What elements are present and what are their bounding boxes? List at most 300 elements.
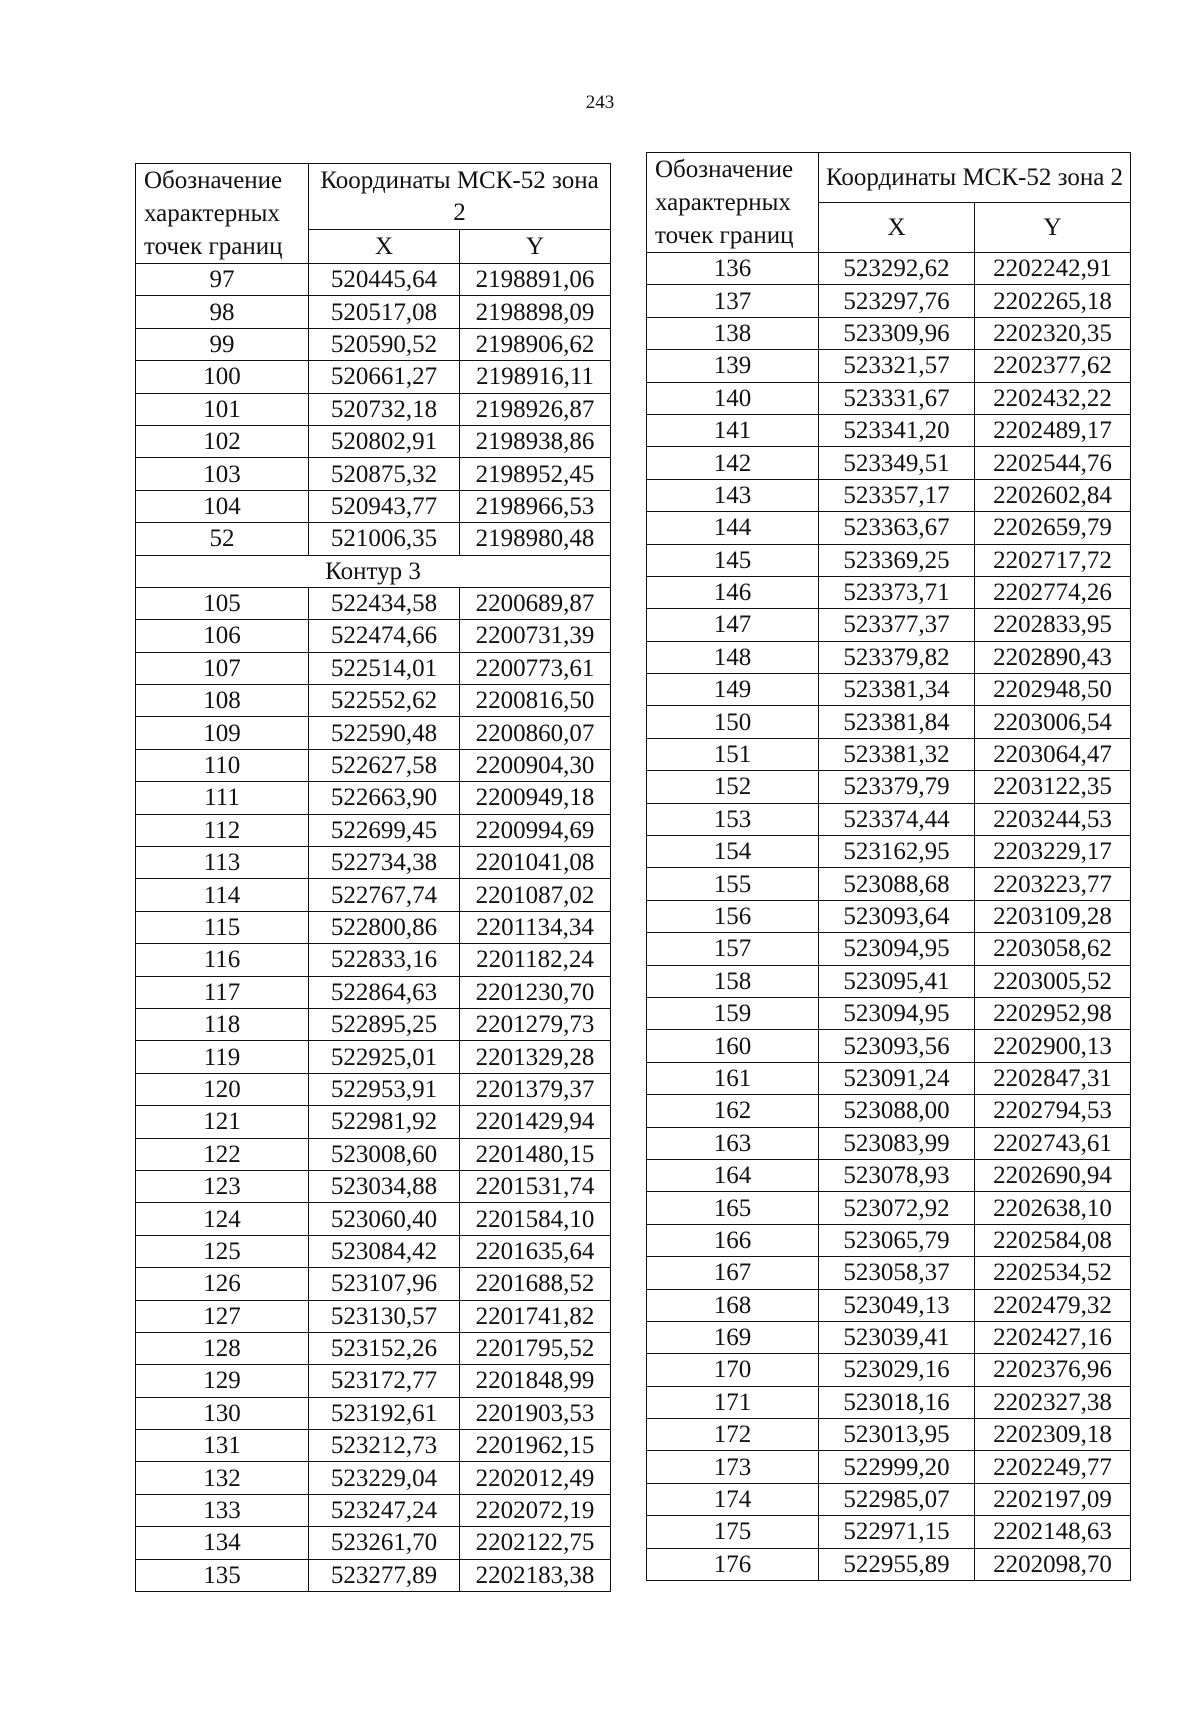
- x-coordinate-cell: 523341,20: [819, 414, 975, 446]
- x-coordinate-cell: 523060,40: [309, 1203, 460, 1235]
- table-row: [136, 264, 611, 296]
- y-coordinate-cell: 2202890,43: [975, 641, 1131, 673]
- point-designation-header: Обозначение характерных точек границ: [647, 153, 819, 253]
- y-coordinate-cell: 2202638,10: [975, 1192, 1131, 1224]
- x-coordinate-cell: 520445,64: [309, 264, 460, 296]
- x-coordinate-cell: 523309,96: [819, 317, 975, 349]
- point-number-cell: 159: [647, 997, 819, 1029]
- x-coordinate-cell: 522864,63: [309, 976, 460, 1008]
- y-coordinate-cell: 2201134,34: [460, 911, 611, 943]
- x-coordinate-cell: 523277,89: [309, 1559, 460, 1591]
- x-coordinate-cell: 523152,26: [309, 1332, 460, 1364]
- x-coordinate-cell: 520590,52: [309, 328, 460, 360]
- x-coordinate-cell: 523083,99: [819, 1127, 975, 1159]
- point-number-cell: 52: [136, 523, 309, 555]
- point-number-cell: 102: [136, 425, 309, 457]
- x-coordinate-cell: 523095,41: [819, 965, 975, 997]
- y-coordinate-cell: 2202602,84: [975, 479, 1131, 511]
- y-coordinate-cell: 2202427,16: [975, 1321, 1131, 1353]
- point-number-cell: 145: [647, 544, 819, 576]
- point-number-cell: 143: [647, 479, 819, 511]
- point-number-cell: 174: [647, 1483, 819, 1515]
- point-number-cell: 156: [647, 900, 819, 932]
- table-row: [647, 285, 1131, 317]
- table-row: [647, 479, 1131, 511]
- point-number-cell: 154: [647, 836, 819, 868]
- x-coordinate-cell: 523018,16: [819, 1386, 975, 1418]
- y-coordinate-cell: 2202377,62: [975, 350, 1131, 382]
- y-coordinate-cell: 2202148,63: [975, 1516, 1131, 1548]
- x-coordinate-cell: 523229,04: [309, 1462, 460, 1494]
- point-number-cell: 133: [136, 1494, 309, 1526]
- y-coordinate-cell: 2198916,11: [460, 361, 611, 393]
- point-number-cell: 157: [647, 933, 819, 965]
- table-row: [647, 1451, 1131, 1483]
- table-row: [647, 1192, 1131, 1224]
- y-coordinate-cell: 2201903,53: [460, 1397, 611, 1429]
- contour-label: Контур 3: [136, 555, 611, 587]
- y-coordinate-cell: 2200773,61: [460, 652, 611, 684]
- point-number-cell: 118: [136, 1008, 309, 1040]
- y-coordinate-cell: 2202183,38: [460, 1559, 611, 1591]
- x-coordinate-cell: 523094,95: [819, 997, 975, 1029]
- point-number-cell: 171: [647, 1386, 819, 1418]
- x-coordinate-cell: 523357,17: [819, 479, 975, 511]
- point-number-cell: 142: [647, 447, 819, 479]
- table-row: [647, 738, 1131, 770]
- y-coordinate-cell: 2202717,72: [975, 544, 1131, 576]
- y-coordinate-cell: 2203122,35: [975, 771, 1131, 803]
- point-number-cell: 112: [136, 814, 309, 846]
- table-row: [136, 1073, 611, 1105]
- x-coordinate-cell: 523013,95: [819, 1419, 975, 1451]
- table-row: [136, 328, 611, 360]
- table-row: [647, 609, 1131, 641]
- table-row: [136, 652, 611, 684]
- x-coordinate-cell: 523039,41: [819, 1321, 975, 1353]
- y-coordinate-cell: 2202659,79: [975, 512, 1131, 544]
- y-coordinate-cell: 2201182,24: [460, 944, 611, 976]
- y-coordinate-cell: 2202584,08: [975, 1224, 1131, 1256]
- y-coordinate-cell: 2203244,53: [975, 803, 1131, 835]
- point-number-cell: 101: [136, 393, 309, 425]
- table-row: [647, 706, 1131, 738]
- point-number-cell: 169: [647, 1321, 819, 1353]
- table-row: [136, 944, 611, 976]
- y-coordinate-cell: 2201795,52: [460, 1332, 611, 1364]
- x-coordinate-cell: 522590,48: [309, 717, 460, 749]
- point-number-cell: 162: [647, 1095, 819, 1127]
- x-coordinate-cell: 522800,86: [309, 911, 460, 943]
- y-coordinate-cell: 2200994,69: [460, 814, 611, 846]
- y-coordinate-cell: 2202479,32: [975, 1289, 1131, 1321]
- table-row: [647, 900, 1131, 932]
- point-number-cell: 119: [136, 1041, 309, 1073]
- x-coordinate-cell: 523058,37: [819, 1257, 975, 1289]
- point-number-cell: 166: [647, 1224, 819, 1256]
- y-coordinate-cell: 2203058,62: [975, 933, 1131, 965]
- table-row: [647, 1354, 1131, 1386]
- y-coordinate-cell: 2198980,48: [460, 523, 611, 555]
- table-row: [647, 803, 1131, 835]
- y-coordinate-cell: 2201429,94: [460, 1106, 611, 1138]
- table-row: [647, 641, 1131, 673]
- x-coordinate-cell: 523331,67: [819, 382, 975, 414]
- point-number-cell: 168: [647, 1289, 819, 1321]
- table-row: [136, 490, 611, 522]
- y-coordinate-cell: 2201087,02: [460, 879, 611, 911]
- table-row: [647, 350, 1131, 382]
- x-coordinate-cell: 523297,76: [819, 285, 975, 317]
- point-number-cell: 146: [647, 576, 819, 608]
- point-number-cell: 150: [647, 706, 819, 738]
- y-coordinate-cell: 2202833,95: [975, 609, 1131, 641]
- point-number-cell: 107: [136, 652, 309, 684]
- x-coordinate-cell: 523247,24: [309, 1494, 460, 1526]
- point-number-cell: 129: [136, 1365, 309, 1397]
- x-coordinate-cell: 523093,56: [819, 1030, 975, 1062]
- table-row: [647, 674, 1131, 706]
- table-row: [136, 620, 611, 652]
- y-coordinate-cell: 2200731,39: [460, 620, 611, 652]
- page-number: 243: [585, 92, 615, 113]
- point-number-cell: 113: [136, 847, 309, 879]
- table-row: [647, 1095, 1131, 1127]
- x-coordinate-cell: 522985,07: [819, 1483, 975, 1515]
- x-coordinate-cell: 523374,44: [819, 803, 975, 835]
- table-row: [136, 749, 611, 781]
- x-coordinate-cell: 523084,42: [309, 1235, 460, 1267]
- point-number-cell: 136: [647, 253, 819, 285]
- x-coordinate-cell: 523162,95: [819, 836, 975, 868]
- x-coordinate-cell: 522955,89: [819, 1548, 975, 1580]
- x-coordinate-cell: 522552,62: [309, 685, 460, 717]
- point-number-cell: 106: [136, 620, 309, 652]
- table-row: [647, 1159, 1131, 1191]
- contour-row: [136, 555, 611, 587]
- table-row: [136, 879, 611, 911]
- table-row: [136, 587, 611, 619]
- table-row: [136, 717, 611, 749]
- y-coordinate-cell: 2200860,07: [460, 717, 611, 749]
- x-coordinate-cell: 522833,16: [309, 944, 460, 976]
- y-coordinate-cell: 2201962,15: [460, 1430, 611, 1462]
- y-coordinate-cell: 2202320,35: [975, 317, 1131, 349]
- table-row: [136, 1397, 611, 1429]
- x-coordinate-cell: 523008,60: [309, 1138, 460, 1170]
- y-coordinate-cell: 2201741,82: [460, 1300, 611, 1332]
- point-number-cell: 153: [647, 803, 819, 835]
- y-coordinate-cell: 2202489,17: [975, 414, 1131, 446]
- point-designation-header: Обозначение характерных точек границ: [136, 164, 309, 264]
- point-number-cell: 99: [136, 328, 309, 360]
- x-coordinate-cell: 523379,79: [819, 771, 975, 803]
- table-row: [647, 544, 1131, 576]
- x-coordinate-cell: 523377,37: [819, 609, 975, 641]
- x-coordinate-cell: 523379,82: [819, 641, 975, 673]
- y-coordinate-cell: 2203006,54: [975, 706, 1131, 738]
- point-number-cell: 120: [136, 1073, 309, 1105]
- table-row: [647, 576, 1131, 608]
- coordinate-system-header: Координаты МСК-52 зона 2: [309, 164, 611, 230]
- table-row: [136, 361, 611, 393]
- y-coordinate-cell: 2202952,98: [975, 997, 1131, 1029]
- table-row: [136, 1300, 611, 1332]
- y-coordinate-cell: 2201480,15: [460, 1138, 611, 1170]
- table-row: [647, 414, 1131, 446]
- y-coordinate-cell: 2202012,49: [460, 1462, 611, 1494]
- table-row: [647, 868, 1131, 900]
- x-coordinate-cell: 523172,77: [309, 1365, 460, 1397]
- point-number-cell: 137: [647, 285, 819, 317]
- point-number-cell: 100: [136, 361, 309, 393]
- y-coordinate-cell: 2201041,08: [460, 847, 611, 879]
- table-row: [647, 1321, 1131, 1353]
- x-coordinate-cell: 522999,20: [819, 1451, 975, 1483]
- table-row: [136, 1462, 611, 1494]
- table-row: [136, 1041, 611, 1073]
- y-coordinate-cell: 2202743,61: [975, 1127, 1131, 1159]
- point-number-cell: 122: [136, 1138, 309, 1170]
- y-coordinate-cell: 2198938,86: [460, 425, 611, 457]
- y-coordinate-cell: 2202249,77: [975, 1451, 1131, 1483]
- x-coordinate-cell: 522895,25: [309, 1008, 460, 1040]
- y-coordinate-cell: 2202098,70: [975, 1548, 1131, 1580]
- table-row: [647, 512, 1131, 544]
- table-row: [136, 911, 611, 943]
- table-row: [136, 685, 611, 717]
- table-row: [136, 425, 611, 457]
- table-row: [136, 1170, 611, 1202]
- x-coordinate-cell: 522699,45: [309, 814, 460, 846]
- x-coordinate-cell: 523093,64: [819, 900, 975, 932]
- y-coordinate-cell: 2198898,09: [460, 296, 611, 328]
- y-column-header: Y: [975, 203, 1131, 253]
- x-coordinate-cell: 523078,93: [819, 1159, 975, 1191]
- table-row: [136, 814, 611, 846]
- x-coordinate-cell: 520802,91: [309, 425, 460, 457]
- point-number-cell: 97: [136, 264, 309, 296]
- table-row: [647, 1419, 1131, 1451]
- y-coordinate-cell: 2202544,76: [975, 447, 1131, 479]
- x-coordinate-cell: 522663,90: [309, 782, 460, 814]
- table-row: [647, 1224, 1131, 1256]
- x-coordinate-cell: 523363,67: [819, 512, 975, 544]
- y-coordinate-cell: 2203109,28: [975, 900, 1131, 932]
- x-coordinate-cell: 523088,00: [819, 1095, 975, 1127]
- point-number-cell: 131: [136, 1430, 309, 1462]
- y-coordinate-cell: 2200904,30: [460, 749, 611, 781]
- point-number-cell: 104: [136, 490, 309, 522]
- x-coordinate-cell: 520661,27: [309, 361, 460, 393]
- point-number-cell: 108: [136, 685, 309, 717]
- table-row: [647, 317, 1131, 349]
- table-row: [136, 458, 611, 490]
- y-coordinate-cell: 2200816,50: [460, 685, 611, 717]
- point-number-cell: 176: [647, 1548, 819, 1580]
- point-number-cell: 109: [136, 717, 309, 749]
- point-number-cell: 144: [647, 512, 819, 544]
- right-table-body: [647, 253, 1131, 1581]
- point-number-cell: 128: [136, 1332, 309, 1364]
- left-table-body: [136, 264, 611, 1592]
- y-coordinate-cell: 2202242,91: [975, 253, 1131, 285]
- point-number-cell: 147: [647, 609, 819, 641]
- table-row: [136, 1235, 611, 1267]
- x-coordinate-cell: 522627,58: [309, 749, 460, 781]
- x-coordinate-cell: 522734,38: [309, 847, 460, 879]
- x-coordinate-cell: 523130,57: [309, 1300, 460, 1332]
- point-number-cell: 98: [136, 296, 309, 328]
- table-row: [647, 933, 1131, 965]
- y-column-header: Y: [460, 230, 611, 264]
- y-coordinate-cell: 2198926,87: [460, 393, 611, 425]
- y-coordinate-cell: 2202197,09: [975, 1483, 1131, 1515]
- y-coordinate-cell: 2202534,52: [975, 1257, 1131, 1289]
- point-number-cell: 172: [647, 1419, 819, 1451]
- point-number-cell: 163: [647, 1127, 819, 1159]
- table-row: [136, 1430, 611, 1462]
- y-coordinate-cell: 2201848,99: [460, 1365, 611, 1397]
- x-coordinate-cell: 523369,25: [819, 544, 975, 576]
- table-row: [136, 1203, 611, 1235]
- table-row: [647, 771, 1131, 803]
- x-coordinate-cell: 520943,77: [309, 490, 460, 522]
- y-coordinate-cell: 2203229,17: [975, 836, 1131, 868]
- y-coordinate-cell: 2203064,47: [975, 738, 1131, 770]
- table-row: [136, 1106, 611, 1138]
- x-coordinate-cell: 522925,01: [309, 1041, 460, 1073]
- y-coordinate-cell: 2202265,18: [975, 285, 1131, 317]
- table-row: [647, 836, 1131, 868]
- x-coordinate-cell: 523321,57: [819, 350, 975, 382]
- point-number-cell: 140: [647, 382, 819, 414]
- y-coordinate-cell: 2201379,37: [460, 1073, 611, 1105]
- point-number-cell: 116: [136, 944, 309, 976]
- x-coordinate-cell: 523381,34: [819, 674, 975, 706]
- y-coordinate-cell: 2202794,53: [975, 1095, 1131, 1127]
- x-coordinate-cell: 523107,96: [309, 1268, 460, 1300]
- x-coordinate-cell: 523212,73: [309, 1430, 460, 1462]
- table-row: [136, 296, 611, 328]
- y-coordinate-cell: 2198952,45: [460, 458, 611, 490]
- y-coordinate-cell: 2198966,53: [460, 490, 611, 522]
- table-row: [136, 1332, 611, 1364]
- point-number-cell: 152: [647, 771, 819, 803]
- point-number-cell: 105: [136, 587, 309, 619]
- coordinates-table-right: [646, 152, 1131, 1581]
- y-coordinate-cell: 2200949,18: [460, 782, 611, 814]
- point-number-cell: 141: [647, 414, 819, 446]
- table-row: [136, 1559, 611, 1591]
- point-number-cell: 173: [647, 1451, 819, 1483]
- y-coordinate-cell: 2202900,13: [975, 1030, 1131, 1062]
- y-coordinate-cell: 2201635,64: [460, 1235, 611, 1267]
- point-number-cell: 114: [136, 879, 309, 911]
- point-number-cell: 123: [136, 1170, 309, 1202]
- table-row: [647, 965, 1131, 997]
- table-row: [647, 1257, 1131, 1289]
- x-coordinate-cell: 523094,95: [819, 933, 975, 965]
- x-column-header: X: [819, 203, 975, 253]
- table-row: [136, 782, 611, 814]
- x-coordinate-cell: 520732,18: [309, 393, 460, 425]
- table-row: [647, 1127, 1131, 1159]
- y-coordinate-cell: 2203005,52: [975, 965, 1131, 997]
- point-number-cell: 155: [647, 868, 819, 900]
- y-coordinate-cell: 2198891,06: [460, 264, 611, 296]
- table-row: [647, 1289, 1131, 1321]
- point-number-cell: 132: [136, 1462, 309, 1494]
- x-coordinate-cell: 523381,32: [819, 738, 975, 770]
- table-row: [136, 976, 611, 1008]
- table-row: [647, 1062, 1131, 1094]
- y-coordinate-cell: 2200689,87: [460, 587, 611, 619]
- y-coordinate-cell: 2202847,31: [975, 1062, 1131, 1094]
- x-coordinate-cell: 522971,15: [819, 1516, 975, 1548]
- x-coordinate-cell: 521006,35: [309, 523, 460, 555]
- x-coordinate-cell: 522474,66: [309, 620, 460, 652]
- point-number-cell: 117: [136, 976, 309, 1008]
- table-row: [136, 847, 611, 879]
- x-coordinate-cell: 523029,16: [819, 1354, 975, 1386]
- x-coordinate-cell: 523072,92: [819, 1192, 975, 1224]
- x-coordinate-cell: 522434,58: [309, 587, 460, 619]
- point-number-cell: 121: [136, 1106, 309, 1138]
- table-row: [136, 523, 611, 555]
- point-number-cell: 126: [136, 1268, 309, 1300]
- x-coordinate-cell: 523373,71: [819, 576, 975, 608]
- table-row: [647, 1030, 1131, 1062]
- y-coordinate-cell: 2202690,94: [975, 1159, 1131, 1191]
- coordinates-table-left: [135, 163, 611, 1592]
- y-coordinate-cell: 2201688,52: [460, 1268, 611, 1300]
- y-coordinate-cell: 2202309,18: [975, 1419, 1131, 1451]
- y-coordinate-cell: 2203223,77: [975, 868, 1131, 900]
- point-number-cell: 167: [647, 1257, 819, 1289]
- y-coordinate-cell: 2201531,74: [460, 1170, 611, 1202]
- coordinate-system-header: Координаты МСК-52 зона 2: [819, 153, 1131, 203]
- point-number-cell: 111: [136, 782, 309, 814]
- y-coordinate-cell: 2201230,70: [460, 976, 611, 1008]
- point-number-cell: 149: [647, 674, 819, 706]
- x-coordinate-cell: 523091,24: [819, 1062, 975, 1094]
- point-number-cell: 170: [647, 1354, 819, 1386]
- table-row: [136, 1527, 611, 1559]
- x-coordinate-cell: 522981,92: [309, 1106, 460, 1138]
- table-row: [647, 1516, 1131, 1548]
- point-number-cell: 125: [136, 1235, 309, 1267]
- point-number-cell: 151: [647, 738, 819, 770]
- y-coordinate-cell: 2201329,28: [460, 1041, 611, 1073]
- table-row: [136, 1268, 611, 1300]
- point-number-cell: 175: [647, 1516, 819, 1548]
- point-number-cell: 103: [136, 458, 309, 490]
- point-number-cell: 124: [136, 1203, 309, 1235]
- point-number-cell: 164: [647, 1159, 819, 1191]
- x-coordinate-cell: 520517,08: [309, 296, 460, 328]
- point-number-cell: 139: [647, 350, 819, 382]
- y-coordinate-cell: 2202948,50: [975, 674, 1131, 706]
- table-row: [647, 1548, 1131, 1580]
- x-coordinate-cell: 523192,61: [309, 1397, 460, 1429]
- point-number-cell: 138: [647, 317, 819, 349]
- x-coordinate-cell: 523034,88: [309, 1170, 460, 1202]
- point-number-cell: 160: [647, 1030, 819, 1062]
- table-row: [647, 997, 1131, 1029]
- x-coordinate-cell: 522767,74: [309, 879, 460, 911]
- table-row: [136, 1494, 611, 1526]
